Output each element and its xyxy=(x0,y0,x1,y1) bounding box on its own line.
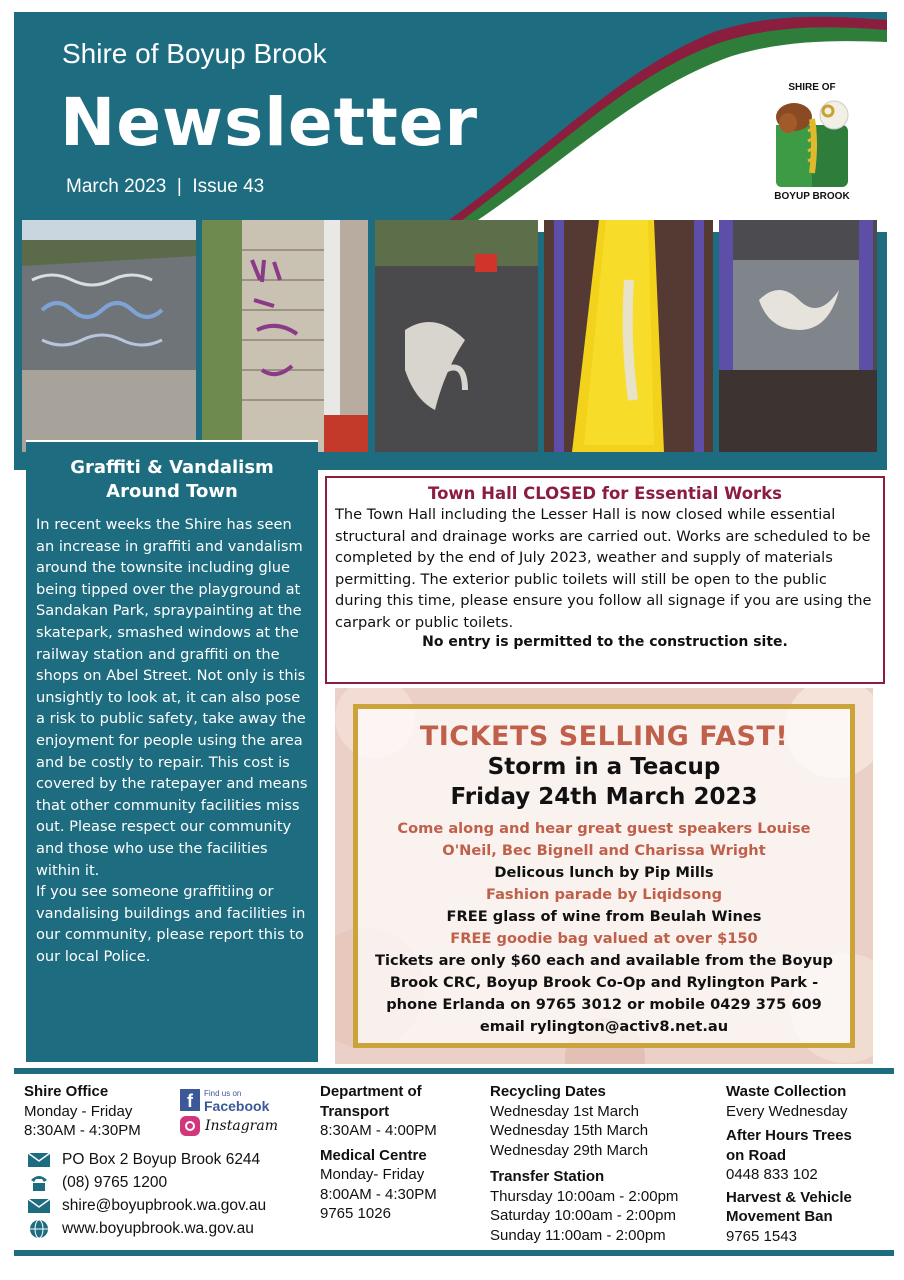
phone-text: (08) 9765 1200 xyxy=(62,1174,168,1191)
transport-block xyxy=(320,1082,470,1224)
photo-yellow-slide xyxy=(544,220,713,452)
harvest-phone: 9765 1543 xyxy=(726,1227,797,1245)
recycling-date-3: Wednesday 29th March xyxy=(490,1141,649,1159)
mail-icon xyxy=(26,1150,52,1170)
medical-heading: Medical Centre xyxy=(320,1146,427,1164)
article-title xyxy=(26,456,318,504)
flyer-lunch: Delicous lunch by Pip Mills xyxy=(494,864,714,881)
instagram-label: Instagram xyxy=(205,1118,278,1134)
shire-logo xyxy=(762,82,862,212)
globe-icon xyxy=(26,1219,52,1239)
flyer-wine: FREE glass of wine from Beulah Wines xyxy=(446,908,762,925)
flyer-frame xyxy=(353,704,855,1048)
flyer-event-date: Friday 24th March 2023 xyxy=(450,784,758,810)
instagram-icon xyxy=(180,1116,200,1136)
shire-office-block xyxy=(24,1082,141,1141)
flyer-headline: TICKETS SELLING FAST! xyxy=(419,721,789,752)
waste-heading: Waste Collection xyxy=(726,1083,847,1100)
waste-text: Every Wednesday xyxy=(726,1102,848,1120)
transfer-day-2: Saturday 10:00am - 2:00pm xyxy=(490,1207,676,1224)
facebook-link[interactable] xyxy=(180,1088,269,1112)
shire-name: Shire of Boyup Brook xyxy=(62,38,327,69)
photo-brick-wall-graffiti xyxy=(202,220,368,452)
photo-playground-glue xyxy=(375,220,538,452)
recycling-heading: Recycling Dates xyxy=(490,1083,606,1100)
town-hall-notice xyxy=(325,476,885,684)
graffiti-article xyxy=(26,440,318,1062)
website-text: www.boyupbrook.wa.gov.au xyxy=(62,1220,254,1237)
shire-office-heading: Shire Office xyxy=(24,1083,109,1100)
facebook-label: Facebook xyxy=(204,1098,270,1114)
facebook-icon: f xyxy=(180,1089,200,1111)
notice-title: Town Hall CLOSED for Essential Works xyxy=(428,484,782,503)
article-body-text: In recent weeks the Shire has seen an increase in graffiti and vandalism around the townsite including glue being tipped over the playground at Sandakan Park, spraypainting at the skatepark, smashed windows at the railway station and graffiti on the shops on Abel Street. Not only is this unsightly to look at, it can also pose a risk to public safety, take away the enjoyment for people using the area and be costly to repair. This cost is covered by the ratepayer and means that other community facilities miss out. Please respect our community and those who use the facilities within it. xyxy=(36,516,308,879)
footer-top-rule xyxy=(14,1068,894,1074)
logo-top-text: SHIRE OF xyxy=(788,82,836,93)
logo-emblem-icon xyxy=(762,93,862,189)
notice-footer: No entry is permitted to the construction site. xyxy=(422,634,788,650)
transfer-day-1: Thursday 10:00am - 2:00pm xyxy=(490,1187,679,1205)
flyer-event-name: Storm in a Teacup xyxy=(487,754,721,780)
after-hours-heading: After Hours Trees on Road xyxy=(726,1127,852,1164)
footer-bottom-rule xyxy=(14,1250,894,1256)
recycling-block xyxy=(490,1082,710,1245)
issue-date: March 2023 | Issue 43 xyxy=(66,176,265,197)
medical-phone: 9765 1026 xyxy=(320,1205,391,1222)
event-flyer xyxy=(335,688,873,1064)
waste-block xyxy=(726,1082,886,1246)
transfer-day-3: Sunday 11:00am - 2:00pm xyxy=(490,1226,666,1244)
instagram-link[interactable] xyxy=(180,1116,278,1136)
email-text: shire@boyupbrook.wa.gov.au xyxy=(62,1197,267,1214)
contact-po-box xyxy=(26,1150,260,1170)
newsletter-title: Newsletter xyxy=(60,84,479,161)
email-icon xyxy=(26,1196,52,1216)
photo-skatepark-graffiti xyxy=(22,220,196,452)
medical-hours: 8:00AM - 4:30PM xyxy=(320,1185,437,1203)
article-body xyxy=(26,504,318,967)
article-title-line1: Graffiti & Vandalism xyxy=(70,457,274,478)
flyer-speakers: Come along and hear great guest speakers Louise O'Neil, Bec Bignell and Charissa Wright xyxy=(397,820,811,859)
facebook-find-us: Find us on xyxy=(204,1089,242,1098)
recycling-date-1: Wednesday 1st March xyxy=(490,1102,639,1120)
phone-icon xyxy=(26,1173,52,1193)
flyer-goodie-bag: FREE goodie bag valued at over $150 xyxy=(450,930,758,947)
harvest-heading: Harvest & Vehicle Movement Ban xyxy=(726,1188,852,1225)
contact-email[interactable] xyxy=(26,1196,266,1216)
flyer-fashion: Fashion parade by Liqidsong xyxy=(485,886,723,903)
contact-website[interactable] xyxy=(26,1219,254,1239)
article-body-report: If you see someone graffitiing or vandalising buildings and facilities in our community, please report this to our local Police. xyxy=(36,883,306,965)
article-title-line2: Around Town xyxy=(106,481,238,502)
shire-office-hours: 8:30AM - 4:30PM xyxy=(24,1122,141,1139)
transport-hours: 8:30AM - 4:00PM xyxy=(320,1122,437,1139)
recycling-date-2: Wednesday 15th March xyxy=(490,1122,649,1139)
logo-bottom-text: BOYUP BROOK xyxy=(774,191,850,202)
notice-body: The Town Hall including the Lesser Hall is now closed while essential structural and drainage works are carried out. Works are scheduled to be completed by the end of July 2023, weather and supply of materials permitting. The exterior public toilets will still be open to the public during this time, please ensure you follow all signage if you are using the carpark or public toilets. xyxy=(335,506,872,631)
flyer-tickets: Tickets are only $60 each and available from the Boyup Brook CRC, Boyup Brook Co-Op and Rylington Park - phone Erlanda on 9765 3012 or mobile 0429 375 609 email rylington@activ8.net.au xyxy=(375,952,833,1035)
po-box-text: PO Box 2 Boyup Brook 6244 xyxy=(62,1151,261,1168)
contact-phone xyxy=(26,1173,167,1193)
after-hours-phone: 0448 833 102 xyxy=(726,1166,818,1183)
medical-days: Monday- Friday xyxy=(320,1166,425,1183)
transfer-heading: Transfer Station xyxy=(490,1168,605,1185)
photo-metal-platform-glue xyxy=(719,220,877,452)
shire-office-days: Monday - Friday xyxy=(24,1102,133,1120)
transport-heading: Department of Transport xyxy=(320,1083,422,1120)
